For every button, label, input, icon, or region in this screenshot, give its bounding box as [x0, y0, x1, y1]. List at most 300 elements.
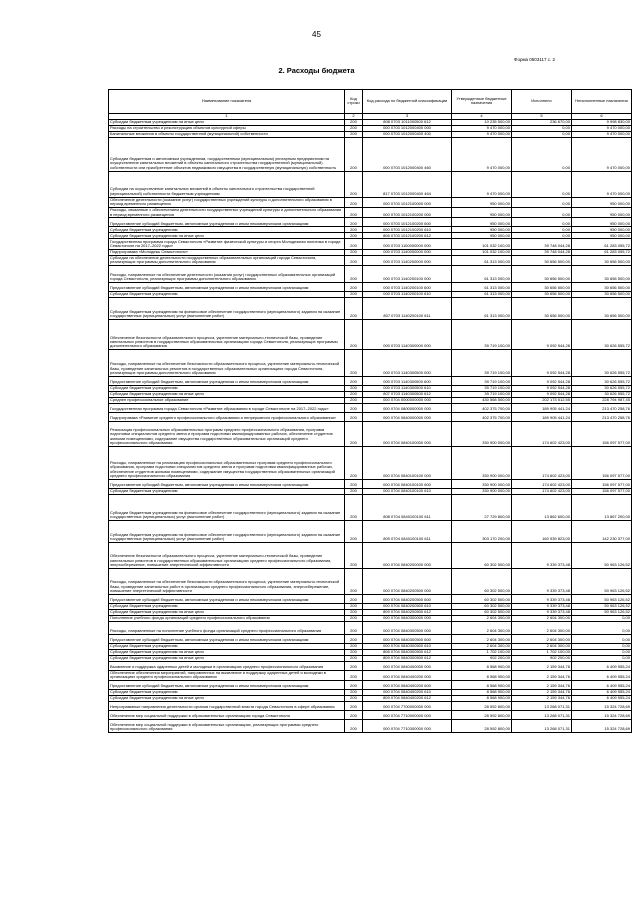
row-executed: 2 159 344,76 [512, 661, 572, 670]
row-classification: 809 0704 0840400200 612 [363, 696, 452, 702]
row-remaining: 15 324 728,69 [572, 702, 632, 711]
table-row [109, 197, 632, 207]
row-executed: 9 339 373,48 [512, 542, 572, 568]
header-remaining: Неисполненные назначения [572, 90, 632, 114]
table-row [109, 479, 632, 488]
row-executed: 174 602 423,00 [512, 479, 572, 488]
row-remaining: 30 626 555,72 [572, 385, 632, 391]
row-code: 200 [345, 227, 363, 233]
row-executed: 39 748 044,28 [512, 249, 572, 255]
row-approved: 60 302 500,00 [452, 594, 512, 603]
row-approved: 330 900 000,00 [452, 446, 512, 479]
row-classification: 000 0703 1012100200 000 [363, 207, 452, 217]
row-code: 200 [345, 412, 363, 421]
row-approved: 39 719 100,00 [452, 350, 512, 377]
row-executed: 9 092 544,28 [512, 350, 572, 377]
row-name: Расходы, связанные с обеспечением деятельности государственных учреждений культуры и дополнительного образования в период временного размещения [109, 207, 345, 217]
row-name: Расходы, направленные на обеспечение безопасности образовательного процесса, укрепление материально-технической базы, проведение капитальных ремонтов в государственных образовательных организациях города Севастополя, реализующих программы дополнительного образования [109, 350, 345, 377]
row-approved: 303 170 200,00 [452, 520, 512, 542]
row-code: 200 [345, 649, 363, 655]
row-name: Субсидии бюджетным учреждениям на финансовое обеспечение государственного (муниципального) задания на оказание государственных (муниципальных) услуг (выполнение работ) [109, 494, 345, 520]
row-remaining: 30 656 500,00 [572, 266, 632, 283]
table-row [109, 568, 632, 594]
row-approved: 950 000,00 [452, 207, 512, 217]
row-classification: 808 0704 0840100100 611 [363, 494, 452, 520]
table-row [109, 266, 632, 283]
table-row [109, 218, 632, 227]
table-row [109, 350, 632, 377]
row-approved: 950 000,00 [452, 197, 512, 207]
row-code: 200 [345, 520, 363, 542]
row-executed: 2 604 300,00 [512, 643, 572, 649]
table-row [109, 670, 632, 680]
row-classification: 000 0704 0840200500 000 [363, 568, 452, 594]
table-header-row [109, 90, 632, 114]
row-executed: 189 905 441,24 [512, 412, 572, 421]
row-code: 200 [345, 218, 363, 227]
row-name: Субсидии бюджетным учреждениям [109, 690, 345, 696]
row-code: 200 [345, 292, 363, 298]
row-approved: 101 032 100,00 [452, 239, 512, 249]
row-executed: 30 656 500,00 [512, 298, 572, 320]
row-remaining: 50 963 126,52 [572, 568, 632, 594]
row-approved: 61 313 000,00 [452, 255, 512, 265]
row-classification: 000 0703 1012000400 400 [363, 131, 452, 137]
table-row [109, 621, 632, 634]
row-code: 200 [345, 421, 363, 446]
row-code: 200 [345, 681, 363, 690]
row-executed: 0,00 [512, 233, 572, 239]
row-name: Обеспечение деятельности (оказание услуг) государственных учреждений культуры и дополнительного образования в период временного размещения [109, 197, 345, 207]
row-executed: 9 092 544,28 [512, 391, 572, 397]
row-executed: 2 159 344,76 [512, 696, 572, 702]
row-approved: 61 313 000,00 [452, 283, 512, 292]
table-row [109, 421, 632, 446]
row-name: Субсидии бюджетным учреждениям на финансовое обеспечение государственного (муниципального) задания на оказание государственных (муниципальных) услуг (выполнение работ) [109, 298, 345, 320]
row-name: Предоставление субсидий бюджетным, автономным учреждениям и иным некоммерческим организациям [109, 376, 345, 385]
row-remaining: 0,00 [572, 615, 632, 621]
row-code: 200 [345, 283, 363, 292]
header-approved: Утвержденные бюджетные назначения [452, 90, 512, 114]
table-body [109, 119, 632, 732]
row-code: 200 [345, 125, 363, 131]
row-name: Субсидии бюджетным учреждениям на финансовое обеспечение государственного (муниципального) задания на оказание государственных (муниципальных) услуг (выполнение работ) [109, 520, 345, 542]
table-row [109, 661, 632, 670]
row-approved: 8 568 900,00 [452, 681, 512, 690]
row-classification: 000 0704 7710000000 000 [363, 711, 452, 720]
table-row [109, 542, 632, 568]
row-approved: 39 719 100,00 [452, 391, 512, 397]
row-code: 200 [345, 197, 363, 207]
row-name: Расходы, направленные на реализацию профессиональных образовательных программ среднего профессионального образования, программ подготовки специалистов среднего звена и программ подготовки квалифицированных рабочих, обеспечение студентов жилыми помещениями, содержание имущества государственных образовательных организаций среднего профессионального образования [109, 446, 345, 479]
row-approved: 9 470 000,00 [452, 137, 512, 171]
row-approved: 28 592 800,00 [452, 702, 512, 711]
row-classification: 000 0703 1140300000 000 [363, 320, 452, 350]
row-classification: 000 0703 1100000000 000 [363, 239, 452, 249]
row-remaining: 30 656 500,00 [572, 292, 632, 298]
table-row [109, 207, 632, 217]
row-name: Обеспечение мер социальной поддержки в образовательных организациях города Севастополя [109, 711, 345, 720]
row-classification: 809 0704 0840300500 612 [363, 655, 452, 661]
row-executed: 202 173 512,55 [512, 397, 572, 403]
row-code: 200 [345, 137, 363, 171]
row-approved: 402 375 700,00 [452, 403, 512, 412]
row-remaining: 950 000,00 [572, 233, 632, 239]
row-classification: 000 0704 0840400200 600 [363, 681, 452, 690]
row-classification: 000 0704 0840400000 000 [363, 661, 452, 670]
row-code: 200 [345, 603, 363, 609]
row-code: 200 [345, 542, 363, 568]
row-remaining: 9 998 830,00 [572, 119, 632, 125]
row-approved: 8 568 900,00 [452, 690, 512, 696]
row-approved: 101 032 100,00 [452, 249, 512, 255]
row-remaining: 61 283 055,72 [572, 249, 632, 255]
row-code: 200 [345, 711, 363, 720]
row-approved: 9 470 000,00 [452, 171, 512, 197]
row-code: 200 [345, 403, 363, 412]
row-remaining: 0,00 [572, 655, 632, 661]
row-approved: 39 719 100,00 [452, 385, 512, 391]
row-name: Обеспечение обеспечения мероприятий, направленных на выявление и поддержку одаренных детей и молодежи в организациях среднего профессионального образования [109, 670, 345, 680]
row-name: Среднее профессиональное образование [109, 397, 345, 403]
row-classification: 000 0704 0000000000 000 [363, 397, 452, 403]
row-approved: 950 000,00 [452, 218, 512, 227]
row-classification: 000 0704 0840200500 600 [363, 594, 452, 603]
row-name: Предоставление субсидий бюджетным, автономным учреждениям и иным некоммерческим организациям [109, 594, 345, 603]
row-executed: 0,00 [512, 137, 572, 171]
row-classification: 000 0704 0840400200 610 [363, 690, 452, 696]
row-executed: 13 268 071,31 [512, 702, 572, 711]
row-remaining: 30 626 555,72 [572, 320, 632, 350]
row-remaining: 30 656 500,00 [572, 283, 632, 292]
table-row [109, 283, 632, 292]
row-approved: 27 729 800,00 [452, 494, 512, 520]
row-code: 200 [345, 320, 363, 350]
table-row [109, 594, 632, 603]
table-row [109, 520, 632, 542]
row-name: Расходы, направленные на обеспечение безопасности образовательного процесса, укрепление материально-технической базы, проведение капитальных работ в организациях среднего профессионального образования, энергосбережение, повышение энергетической эффективности [109, 568, 345, 594]
row-remaining: 15 324 728,69 [572, 711, 632, 720]
row-classification: 000 0704 0840100100 610 [363, 488, 452, 494]
row-approved: 330 900 000,00 [452, 421, 512, 446]
row-name: Субсидии бюджетным учреждениям на иные цели [109, 609, 345, 615]
form-label: Форма 0503117 с. 2 [514, 57, 555, 62]
column-number: 3 [363, 113, 452, 119]
row-name: Субсидии на осуществление капитальных вложений в объекты капитального строительства государственной (муниципальной) собственности бюджетным учреждениям [109, 171, 345, 197]
row-name: Субсидии бюджетным учреждениям [109, 643, 345, 649]
row-classification: 000 0703 1140200100 610 [363, 292, 452, 298]
row-code: 200 [345, 249, 363, 255]
row-executed: 9 092 544,28 [512, 320, 572, 350]
row-remaining: 950 000,00 [572, 207, 632, 217]
row-name: Капитальные вложения в объекты государственной (муниципальной) собственности [109, 131, 345, 137]
row-code: 200 [345, 376, 363, 385]
row-remaining: 9 470 000,00 [572, 137, 632, 171]
row-executed: 2 159 344,76 [512, 670, 572, 680]
row-classification: 000 0703 1140200100 600 [363, 283, 452, 292]
row-code: 200 [345, 690, 363, 696]
row-remaining: 50 963 126,52 [572, 594, 632, 603]
row-classification: 000 0703 1140300500 610 [363, 385, 452, 391]
row-name: Реализация профессиональных образовательных программ среднего профессионального образования, программ подготовки специалистов среднего звена и программ подготовки квалифицированных рабочих, обеспечение студентов жилыми помещениями, содержание имущества государственных образовательных организаций среднего профессионального образования [109, 421, 345, 446]
row-classification: 000 0703 1140200100 000 [363, 266, 452, 283]
column-number: 1 [109, 113, 345, 119]
row-classification: 000 0704 0840400200 000 [363, 670, 452, 680]
row-remaining: 50 963 126,52 [572, 609, 632, 615]
row-code: 200 [345, 391, 363, 397]
row-code: 200 [345, 131, 363, 137]
row-classification: 807 0703 1140300500 612 [363, 391, 452, 397]
row-code: 200 [345, 634, 363, 643]
row-classification: 808 0704 0840300500 612 [363, 649, 452, 655]
row-classification: 000 0704 0840300500 610 [363, 643, 452, 649]
row-approved: 28 592 800,00 [452, 711, 512, 720]
row-classification: 000 0703 1012100000 000 [363, 197, 452, 207]
row-remaining: 142 230 377,00 [572, 520, 632, 542]
row-code: 200 [345, 720, 363, 733]
row-executed: 2 604 300,00 [512, 615, 572, 621]
row-name: Субсидии бюджетным учреждениям [109, 227, 345, 233]
row-executed: 174 602 423,00 [512, 446, 572, 479]
row-executed: 9 339 373,48 [512, 609, 572, 615]
table-row [109, 376, 632, 385]
row-name: Расходы на строительство и реконструкцию объектов культурной сферы [109, 125, 345, 131]
row-approved: 60 302 500,00 [452, 568, 512, 594]
column-number: 5 [512, 113, 572, 119]
row-code: 200 [345, 119, 363, 125]
row-name: Субсидии бюджетным учреждениям на иные цели [109, 655, 345, 661]
row-classification: 000 0704 0840300500 000 [363, 621, 452, 634]
row-code: 200 [345, 568, 363, 594]
row-remaining: 213 470 258,76 [572, 403, 632, 412]
row-code: 200 [345, 594, 363, 603]
row-remaining: 0,00 [572, 649, 632, 655]
table-row [109, 171, 632, 197]
row-classification: 808 0703 1012100200 612 [363, 233, 452, 239]
row-name: Субсидии бюджетным учреждениям на иные цели [109, 233, 345, 239]
row-approved: 60 302 500,00 [452, 542, 512, 568]
row-code: 200 [345, 702, 363, 711]
row-remaining: 950 000,00 [572, 227, 632, 233]
row-name: Пополнение учебного фонда организаций среднего профессионального образования [109, 615, 345, 621]
row-code: 200 [345, 609, 363, 615]
row-remaining: 0,00 [572, 634, 632, 643]
row-name: Расходы, направленные на пополнение учебного фонда организаций среднего профессионального образования [109, 621, 345, 634]
row-remaining: 228 794 987,45 [572, 397, 632, 403]
row-remaining: 950 000,00 [572, 197, 632, 207]
row-code: 200 [345, 233, 363, 239]
row-executed: 174 602 423,00 [512, 421, 572, 446]
row-remaining: 950 000,00 [572, 218, 632, 227]
row-name: Расходы, направленные на обеспечение деятельности (оказания услуг) государственных образовательных организаций города Севастополя, реализующих программы дополнительного образования [109, 266, 345, 283]
row-classification: 000 0703 1140000000 000 [363, 249, 452, 255]
row-approved: 2 604 300,00 [452, 621, 512, 634]
row-name: Субсидии бюджетным учреждениям на иные цели [109, 391, 345, 397]
row-code: 200 [345, 446, 363, 479]
row-executed: 30 656 500,00 [512, 266, 572, 283]
row-code: 200 [345, 661, 363, 670]
row-executed: 189 905 441,24 [512, 403, 572, 412]
row-approved: 950 000,00 [452, 227, 512, 233]
row-executed: 30 656 500,00 [512, 292, 572, 298]
row-classification: 000 0704 0840300500 600 [363, 634, 452, 643]
row-executed: 0,00 [512, 227, 572, 233]
table-row [109, 681, 632, 690]
row-classification: 000 0704 0840300000 000 [363, 615, 452, 621]
row-remaining: 9 470 000,00 [572, 131, 632, 137]
column-number: 6 [572, 113, 632, 119]
row-executed: 39 748 044,28 [512, 239, 572, 249]
row-approved: 950 000,00 [452, 233, 512, 239]
row-remaining: 9 470 000,00 [572, 171, 632, 197]
row-name: Обеспечение безопасности образовательного процесса, укрепление материально-технической базы, проведение капитальных ремонтов в государственных образовательных организациях города Севастополя, реализующих программы дополнительного образования [109, 320, 345, 350]
row-name: Подпрограмма «Развитие среднего профессионального образования и непрерывного профессионального образования» [109, 412, 345, 421]
row-remaining: 30 656 500,00 [572, 255, 632, 265]
header-name: Наименование показателя [109, 90, 345, 114]
row-code: 200 [345, 655, 363, 661]
row-classification: 000 0703 1140300500 000 [363, 350, 452, 377]
row-code: 200 [345, 615, 363, 621]
table-row [109, 403, 632, 412]
table-row [109, 239, 632, 249]
row-executed: 902 200,00 [512, 655, 572, 661]
row-executed: 13 862 600,00 [512, 494, 572, 520]
row-name: Обеспечение мер социальной поддержки в образовательных организациях, реализующих программы среднего профессионального образования [109, 720, 345, 733]
page-title: 2. Расходы бюджета [278, 66, 355, 75]
row-name: Предоставление субсидий бюджетным, автономным учреждениям и иным некоммерческим организациям [109, 634, 345, 643]
row-remaining: 61 283 055,72 [572, 239, 632, 249]
row-name: Субсидии бюджетным учреждениям [109, 292, 345, 298]
row-remaining: 6 409 555,24 [572, 696, 632, 702]
row-executed: 9 092 544,28 [512, 385, 572, 391]
row-approved: 61 313 000,00 [452, 292, 512, 298]
row-name: Субсидии бюджетным учреждениям [109, 603, 345, 609]
row-approved: 28 592 800,00 [452, 720, 512, 733]
row-code: 200 [345, 385, 363, 391]
row-approved: 902 200,00 [452, 655, 512, 661]
row-code: 200 [345, 488, 363, 494]
row-remaining: 50 963 126,52 [572, 542, 632, 568]
row-remaining: 15 324 728,69 [572, 720, 632, 733]
row-executed: 236 670,00 [512, 119, 572, 125]
row-executed: 0,00 [512, 125, 572, 131]
page-number: 45 [312, 30, 321, 39]
row-name: Субсидии бюджетным учреждениям на иные цели [109, 649, 345, 655]
table-row [109, 720, 632, 733]
table-row [109, 298, 632, 320]
row-approved: 8 568 900,00 [452, 696, 512, 702]
row-classification: 000 0703 1140200000 000 [363, 255, 452, 265]
row-remaining: 50 963 126,52 [572, 603, 632, 609]
row-classification: 000 0704 0800000000 000 [363, 403, 452, 412]
row-remaining: 156 097 577,00 [572, 421, 632, 446]
row-executed: 30 656 500,00 [512, 255, 572, 265]
row-approved: 330 900 000,00 [452, 479, 512, 488]
row-approved: 9 470 000,00 [452, 125, 512, 131]
row-classification: 000 0703 1140300500 600 [363, 376, 452, 385]
row-executed: 9 092 544,28 [512, 376, 572, 385]
row-classification: 000 0704 0840200500 610 [363, 603, 452, 609]
row-approved: 2 604 300,00 [452, 643, 512, 649]
table-row [109, 702, 632, 711]
row-executed: 0,00 [512, 171, 572, 197]
row-executed: 2 604 300,00 [512, 634, 572, 643]
row-executed: 0,00 [512, 207, 572, 217]
row-remaining: 6 409 555,24 [572, 690, 632, 696]
row-classification: 000 0703 1012000400 000 [363, 125, 452, 131]
row-executed: 2 159 344,76 [512, 690, 572, 696]
row-code: 200 [345, 621, 363, 634]
row-name: Подпрограмма «Молодежь Севастополя» [109, 249, 345, 255]
row-code: 200 [345, 171, 363, 197]
row-approved: 330 900 000,00 [452, 488, 512, 494]
row-remaining: 30 656 500,00 [572, 298, 632, 320]
row-code: 200 [345, 670, 363, 680]
row-executed: 1 702 100,00 [512, 649, 572, 655]
row-classification: 000 0703 1012000400 460 [363, 137, 452, 171]
row-remaining: 6 409 555,24 [572, 681, 632, 690]
row-name: Субсидии бюджетным и автономным учреждениям, государственным (муниципальным) унитарным предприятиям на осуществление капитальных вложений в объекты капитального строительства государственной (муниципальной) собственности или приобретение объектов недвижимого имущества в государственную (муниципальную) собственность [109, 137, 345, 171]
row-executed: 9 339 373,48 [512, 594, 572, 603]
row-remaining: 156 097 577,00 [572, 446, 632, 479]
row-approved: 2 604 300,00 [452, 615, 512, 621]
row-remaining: 30 626 555,72 [572, 376, 632, 385]
row-remaining: 30 626 555,72 [572, 350, 632, 377]
row-remaining: 30 626 555,72 [572, 391, 632, 397]
row-remaining: 6 409 555,24 [572, 670, 632, 680]
row-classification: 807 0703 1140200100 611 [363, 298, 452, 320]
row-classification: 808 0703 1011000500 612 [363, 119, 452, 125]
row-classification: 809 0704 0840100100 611 [363, 520, 452, 542]
row-executed: 0,00 [512, 197, 572, 207]
row-name: Субсидии бюджетным учреждениям [109, 385, 345, 391]
row-code: 200 [345, 350, 363, 377]
row-remaining: 213 470 258,76 [572, 412, 632, 421]
row-classification: 000 0704 0840100100 600 [363, 479, 452, 488]
row-executed: 30 656 500,00 [512, 283, 572, 292]
row-approved: 8 568 900,00 [452, 670, 512, 680]
row-name: Субсидии на обеспечение деятельности государственных образовательных организаций города Севастополя, реализующих программы дополнительного образования [109, 255, 345, 265]
table-row [109, 137, 632, 171]
row-executed: 0,00 [512, 218, 572, 227]
row-code: 200 [345, 696, 363, 702]
row-approved: 430 568 500,00 [452, 397, 512, 403]
table-row [109, 634, 632, 643]
table-row [109, 255, 632, 265]
row-code: 200 [345, 494, 363, 520]
row-remaining: 0,00 [572, 643, 632, 649]
row-approved: 1 702 100,00 [452, 649, 512, 655]
row-executed: 9 339 373,48 [512, 568, 572, 594]
row-approved: 60 302 500,00 [452, 603, 512, 609]
row-executed: 9 339 373,48 [512, 603, 572, 609]
row-classification: 000 0704 0840200000 000 [363, 542, 452, 568]
row-executed: 174 602 423,00 [512, 488, 572, 494]
table-row [109, 412, 632, 421]
row-name: Субсидии бюджетным учреждениям на иные цели [109, 696, 345, 702]
header-code: Код строки [345, 90, 363, 114]
row-classification: 000 0703 1012100200 600 [363, 218, 452, 227]
row-remaining: 9 470 000,00 [572, 125, 632, 131]
column-number: 4 [452, 113, 512, 119]
row-classification: 817 0703 1012000400 464 [363, 171, 452, 197]
column-number: 2 [345, 113, 363, 119]
row-approved: 39 719 100,00 [452, 320, 512, 350]
row-executed: 2 604 300,00 [512, 621, 572, 634]
row-classification: 000 0704 7710300000 000 [363, 720, 452, 733]
row-remaining: 156 097 577,00 [572, 479, 632, 488]
row-approved: 61 313 000,00 [452, 298, 512, 320]
